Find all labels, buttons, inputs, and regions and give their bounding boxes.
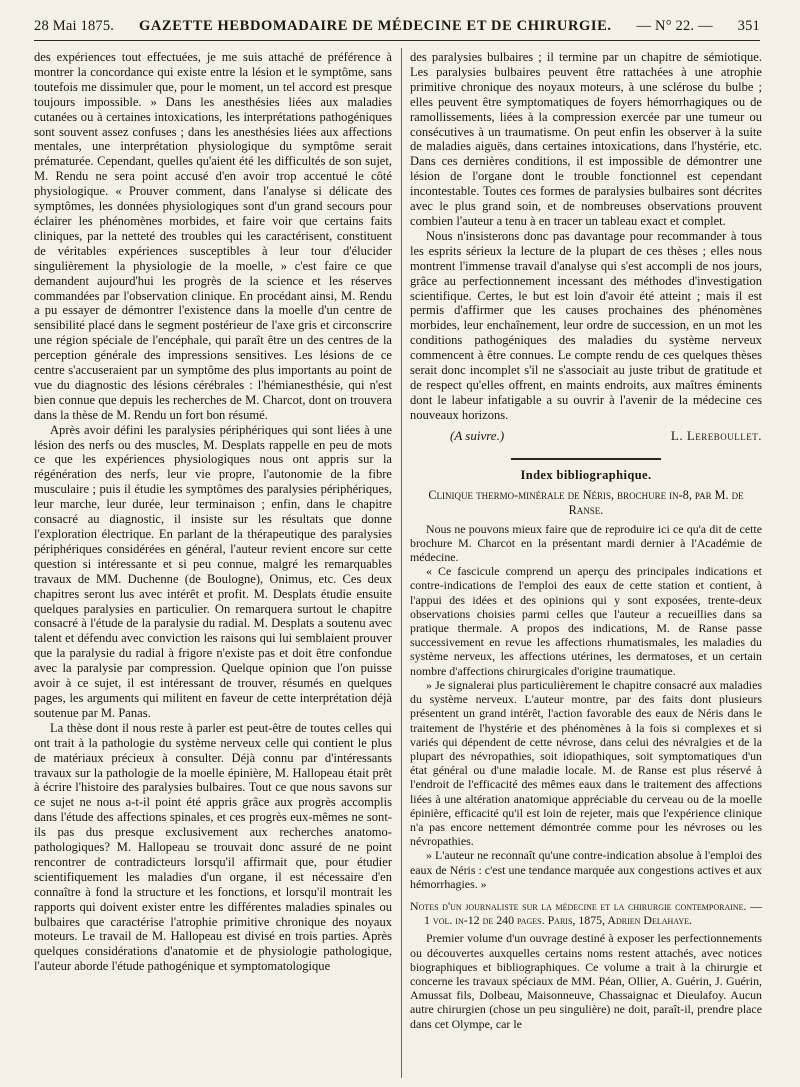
right-paragraph-2: Nous n'insisterons donc pas davantage pour recommander à tous les esprits sérieux la lecture de la plupart de ces thèses ; elles nous montrent l'immense travail d'analyse qui s'est accompli de nos jours, grâce au perfectionnement incessant des méthodes d'investigation scientifique. Certes, le but est loin d'avoir été atteint ; mais il est permis d'affirmer que les causes prochaines des phénomènes morbides, leur enchaînement, leur ordre de succession, en un mot les conditions pathogéniques des maladies du système nerveux commencent à être connues. Le compte rendu de ces quelques thèses serait donc incomplet s'il ne s'associait au juste tribut de gratitude et de respect qu'elles offrent, en maints endroits, aux maîtres éminents dont le labeur infatigable a su ouvrir à l'avenir de la médecine ces nouveaux horizons. (410, 228, 762, 422)
entry-1-paragraph-3: » Je signalerai plus particulièrement le chapitre consacré aux maladies du système nerveux. L'auteur montre, par des faits dont plusieurs présentent un grand intérêt, l'action favorable des eaux de Néris dans le traitement de l'hystérie et des phénomènes à la fois si complexes et si variés qui dépendent de cette névrose, dans celui des névralgies et de la plupart des névropathies, soit idiopathiques, soit symptomatiques d'un état général ou d'une maladie locale. M. de Ranse est plus réservé à l'endroit de l'efficacité des mêmes eaux dans le traitement des affections liées à une altération anatomique appréciable du cerveau ou de la moelle épinière, efficacité qu'il est loin de rejeter, mais que l'expérience clinique n'a pas encore nettement démontrée comme pour les névroses ou les névropathies. (410, 677, 762, 849)
index-heading: Index bibliographique. (520, 467, 652, 482)
bibliography-entry-2-title: Notes d'un journaliste sur la médecine et la chirurgie contemporaine. — 1 vol. in-12 de 240 pages. Paris, 1875, Adrien Delahaye. (410, 898, 762, 928)
left-paragraph-1: des expériences tout effectuées, je me suis attaché de préférence à montrer la concordance qui existe entre la lésion et le symptôme, sans toutefois me dissimuler que, pour le moment, un tel accord est presque toujours impossible. » Dans les anesthésies liées aux maladies cutanées ou à certaines intoxications, les interprétations pathogéniques sont souvent assez confuses ; dans les anesthésies liées aux affections mentales, une interprétation physiologique du symptôme serait prématurée. Cependant, quelles qu'aient été les difficultés de son sujet, M. Rendu ne sera point accusé d'en avoir trop accentué le côté physiologique. « Prouver comment, dans l'analyse si délicate des symptômes, les données physiologiques sont d'un grand secours pour éclairer les phénomènes morbides, et faire voir que certains faits cliniques, par la netteté des troubles qui les caractérisent, constituent de véritables expériences susceptibles à leur tour d'élucider singulièrement la physiologie de la moelle, » c'est faire ce que demandent aujourd'hui les progrès de la science et les réserves commandées par l'observation clinique. En procédant ainsi, M. Rendu a pu essayer de démontrer l'existence dans la moelle d'un centre de sensibilité placé dans le segment postérieur de l'axe gris et circonscrire une région spéciale de l'encéphale, qui paraît être un des centres de la perception générale des impressions sensitives. Les lésions de ce centre s'accuseraient par un symptôme des plus importants au point de vue du diagnostic des lésions cérébrales : l'hémianesthésie, qui n'est bien connue que depuis les recherches de M. Charcot, dont on trouvera dans la thèse de M. Rendu un fort bon résumé. (34, 50, 392, 422)
entry-1-paragraph-1: Nous ne pouvons mieux faire que de reproduire ici ce qu'a dit de cette brochure M. Charcot en la présentant mardi dernier à l'Académie de médecine. (410, 521, 762, 565)
header-issue: — N° 22. — (636, 18, 713, 34)
header-title: GAZETTE HEBDOMADAIRE DE MÉDECINE ET DE CHIRURGIE. (138, 18, 612, 34)
bibliography-entry-1-title: Clinique thermo-minérale de Néris, brochure in-8, par M. de Ranse. (428, 488, 744, 518)
signature-block (410, 429, 762, 444)
column-separator (401, 48, 402, 1078)
section-divider (511, 458, 661, 460)
left-column (34, 50, 392, 974)
page-header (34, 18, 760, 40)
header-rule (34, 40, 760, 41)
header-page-number: 351 (737, 18, 760, 34)
to-follow-note: (A suivre.) (450, 427, 505, 443)
right-paragraph-1: des paralysies bulbaires ; il termine par un chapitre de sémiotique. Les paralysies bulbaires peuvent être rattachées à une atrophie primitive chronique des noyaux moteurs, à une sclérose du bulbe ; elles peuvent être symptomatiques de foyers hémorrhagiques ou de ramollissements, liées à la compression exercée par une tumeur ou consécutives à un traumatisme. On peut enfin les observer à la suite de maladies aiguës, dans certaines intoxications, dans l'hystérie, etc. Dans ces dernières conditions, il est impossible de démontrer une lésion de l'organe dont le trouble fonctionnel est cependant incontestable. Toutes ces formes de paralysies bulbaires sont décrites avec le plus grand soin, et de nombreuses observations prouvent combien l'auteur a tenu à en tracer un tableau exact et complet. (410, 50, 762, 228)
entry-1-paragraph-2: « Ce fascicule comprend un aperçu des principales indications et contre-indications de l'emploi des eaux de cette station et contient, à l'appui des idées et des opinions qui y sont exposées, trente-deux observations choisies parmi celles que l'auteur a recueillies dans sa pratique thermale. A propos des indications, M. de Ranse passe successivement en revue les affections rhumatismales, les maladies du système nerveux, les affections utérines, les dermatoses, et un certain nombre d'affections chirurgicales d'origine traumatique. (410, 564, 762, 678)
header-date: 28 Mai 1875. (34, 18, 115, 34)
right-column (410, 50, 762, 1031)
author-signature: L. Lereboullet. (670, 427, 762, 443)
left-paragraph-3: La thèse dont il nous reste à parler est peut-être de toutes celles qui ont trait à la pathologie du système nerveux celle qui contient le plus de matériaux précieux à consulter. Déjà connu par d'intéressants travaux sur la pathologie de la moelle épinière, M. Hallopeau était prêt à écrire l'histoire des paralysies bulbaires. Tout ce que nous savons sur ce sujet ne nous a-t-il point été appris grâce aux progrès accomplis dans l'étude des affections spinales, et ces progrès eux-mêmes ne sont-ils pas dus presque exclusivement aux recherches anatomo-pathologiques? M. Hallopeau se trouvait donc assuré de ne point rencontrer de contradicteurs lorsqu'il affirmait que, pour étudier scientifiquement les maladies d'un organe, il est nécessaire d'en connaître à fond la structure et les fonctions, et lorsqu'il montrait les rapports qui doivent exister entre les différentes maladies spinales ou bulbaires que caractérise l'atrophie primitive chronique des noyaux moteurs. Le travail de M. Hallopeau est divisé en trois parties. Après quelques considérations d'anatomie et de physiologie pathologique, l'auteur aborde l'étude pathogénique et symptomatologique (34, 720, 392, 974)
left-paragraph-2: Après avoir défini les paralysies périphériques qui sont liées à une lésion des nerfs ou des muscles, M. Desplats rappelle en peu de mots ce que les expériences physiologiques nous ont appris sur la régénération des nerfs, leur vie propre, l'autonomie de la fibre musculaire ; puis il étudie les symptômes des paralysies périphériques, leur marche, leur durée, leur terminaison ; enfin, dans le chapitre consacré au diagnostic, il insiste sur les résultats que donne l'exploration électrique. En parlant de la thérapeutique des paralysies périphériques considérées en général, l'auteur revient encore sur cette question si intéressante et si peu connue, malgré les remarquables travaux de MM. Duchenne (de Boulogne), Onimus, etc. Ces deux chapitres seront lus avec intérêt et profit. M. Desplats étudie ensuite quelques paralysies en particulier. On remarquera surtout le chapitre consacré à l'étude de la paralysie du radial. M. Desplats a soutenu avec talent et défendu avec conviction les raisons qui lui semblaient prouver que la paralysie du radial à frigore n'existe pas et doit être confondue avec la paralysie par compression. Quelque opinion que l'on puisse avoir à ce sujet, il est intéressant de trouver, résumés en quelques pages, les arguments qui militent en faveur de cette interprétation déjà soutenue par M. Panas. (34, 422, 392, 720)
entry-2-paragraph-1: Premier volume d'un ouvrage destiné à exposer les perfectionnements ou découvertes auxquelles certains noms restent attachés, avec notices biographiques et bibliographiques. Ce volume a trait à la chirurgie et concerne les travaux spéciaux de MM. Péan, Ollier, A. Guérin, J. Guérin, Amussat fils, Dolbeau, Maisonneuve, Chassaignac et Dieulafoy. Aucun autre chirurgien (chose un peu singulière) ne doit, paraît-il, prendre place dans cet Olympe, car le (410, 931, 762, 1031)
entry-1-paragraph-4: » L'auteur ne reconnaît qu'une contre-indication absolue à l'emploi des eaux de Néris : c'est une tendance marquée aux congestions actives et aux hémorrhagies. » (410, 848, 762, 891)
